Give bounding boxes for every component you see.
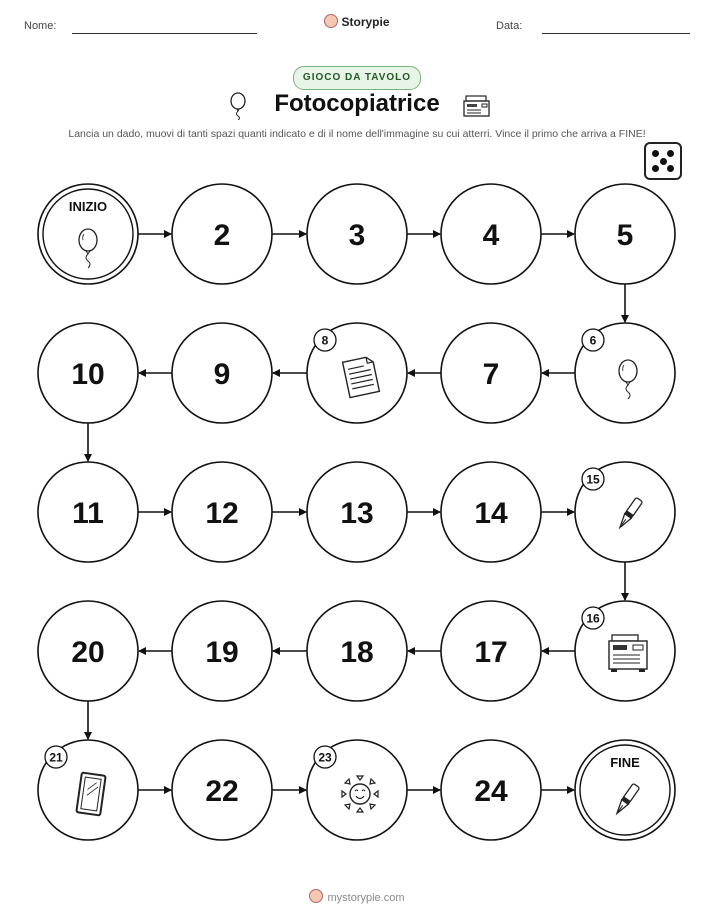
start-label: INIZIO (68, 199, 108, 214)
finish-space (575, 740, 675, 840)
page-title: Fotocopiatrice (274, 90, 440, 117)
space-number: 19 (205, 636, 239, 669)
board-space-15 (575, 462, 675, 562)
photocopier-icon (609, 635, 647, 672)
game-badge: GIOCO DA TAVOLO (293, 66, 421, 90)
space-number: 15 (586, 472, 600, 487)
board-space-12 (172, 462, 272, 562)
space-number: 13 (340, 497, 374, 530)
board-space-3 (307, 184, 407, 284)
board-space-7 (441, 323, 541, 423)
board-space-8 (307, 323, 407, 423)
finish-label: FINE (610, 755, 640, 770)
board-space-23 (307, 740, 407, 840)
space-number: 16 (586, 611, 600, 626)
space-number: 22 (205, 775, 239, 808)
instructions-text: Lancia un dado, muovi di tanti spazi quanti indicato e di il nome dell'immagine su cui atterri. Vince il primo che arriva a FINE! (68, 128, 646, 140)
space-number: 6 (589, 333, 597, 348)
name-label: Nome: (24, 20, 57, 32)
board-space-19 (172, 601, 272, 701)
space-number: 21 (49, 750, 63, 765)
footer-url: mystorypie.com (327, 892, 405, 904)
board-space-14 (441, 462, 541, 562)
board-space-10 (38, 323, 138, 423)
board-space-9 (172, 323, 272, 423)
board-space-21 (38, 740, 138, 840)
space-number: 14 (474, 497, 508, 530)
space-number: 23 (318, 750, 332, 765)
tablet-icon (76, 773, 105, 816)
start-space (38, 184, 138, 284)
storypie-logo-icon (309, 889, 323, 903)
space-number: 8 (321, 333, 329, 348)
brand-name: Storypie (341, 15, 390, 29)
space-number: 20 (71, 636, 105, 669)
board-space-5 (575, 184, 675, 284)
board-space-17 (441, 601, 541, 701)
space-number: 17 (474, 636, 508, 669)
space-number: 12 (205, 497, 239, 530)
footer (0, 889, 714, 904)
date-label: Data: (496, 20, 523, 32)
board-space-2 (172, 184, 272, 284)
board-space-24 (441, 740, 541, 840)
space-number: 3 (348, 219, 366, 252)
space-number: 4 (482, 219, 500, 252)
space-number: 5 (616, 219, 634, 252)
space-number: 24 (474, 775, 508, 808)
board-space-16 (575, 601, 675, 701)
board-space-4 (441, 184, 541, 284)
space-number: 18 (340, 636, 374, 669)
space-number: 9 (213, 358, 231, 391)
space-number: 7 (482, 358, 500, 391)
board-space-18 (307, 601, 407, 701)
document-icon (343, 356, 380, 397)
space-number: 10 (71, 358, 105, 391)
space-number: 2 (213, 219, 231, 252)
board-space-13 (307, 462, 407, 562)
board-space-22 (172, 740, 272, 840)
board-space-20 (38, 601, 138, 701)
board-space-11 (38, 462, 138, 562)
space-number: 11 (72, 497, 104, 530)
board-space-6 (575, 323, 675, 423)
